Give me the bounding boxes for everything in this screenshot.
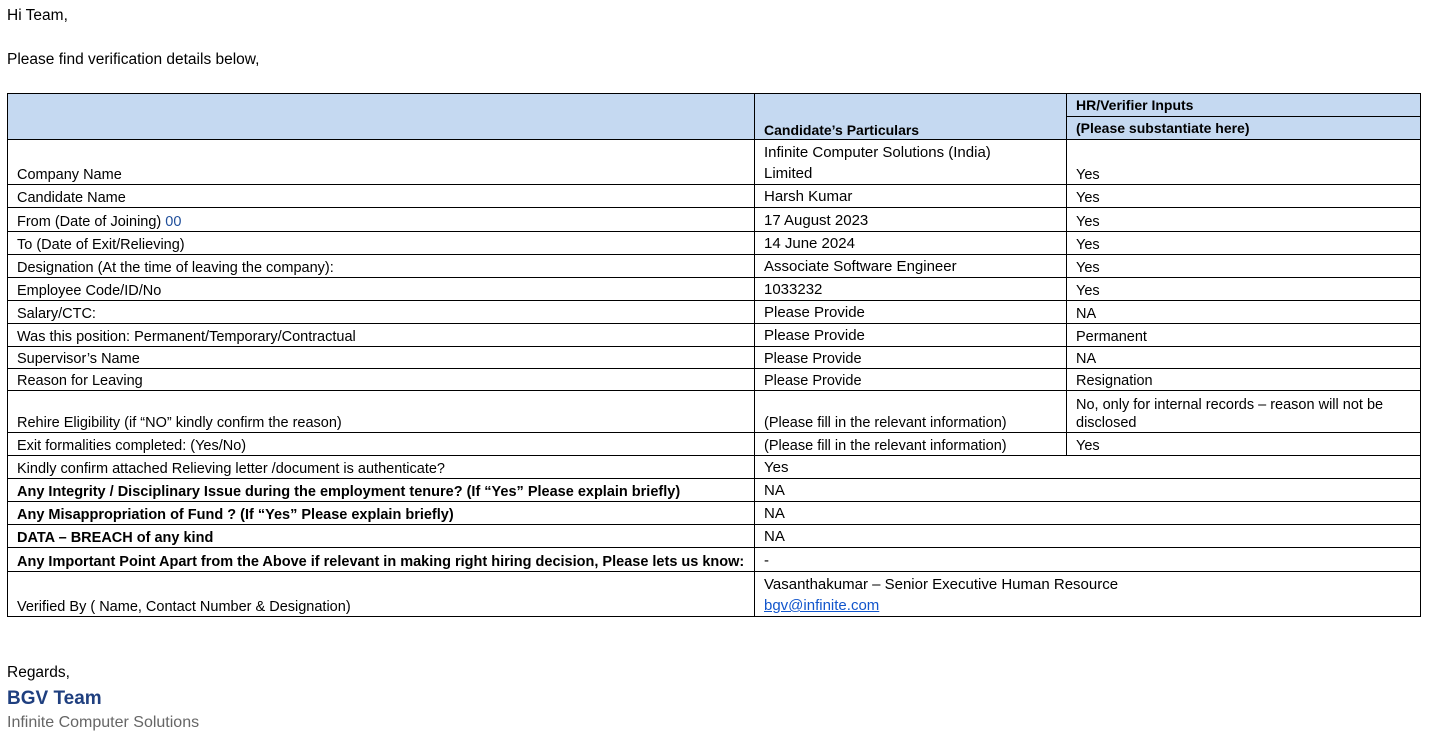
table-row bbox=[8, 140, 1421, 185]
candidate-line-1: Infinite Computer Solutions (India) bbox=[764, 144, 991, 161]
row-hr: Yes bbox=[1067, 433, 1421, 456]
header-candidate-col: Candidate’s Particulars bbox=[755, 94, 1067, 140]
label-text: From (Date of Joining) bbox=[17, 214, 162, 230]
greeting: Hi Team, bbox=[7, 7, 68, 24]
header-blank-cell bbox=[8, 94, 755, 140]
row-value: Yes bbox=[755, 456, 1421, 479]
row-hr bbox=[1067, 391, 1421, 433]
row-label: Kindly confirm attached Relieving letter /document is authenticate? bbox=[8, 456, 755, 479]
row-candidate: Please Provide bbox=[755, 347, 1067, 369]
row-candidate: Harsh Kumar bbox=[755, 185, 1067, 208]
row-label: Employee Code/ID/No bbox=[8, 278, 755, 301]
table-row bbox=[8, 548, 1421, 572]
header-hr-title: HR/Verifier Inputs bbox=[1067, 94, 1420, 117]
row-value: NA bbox=[755, 502, 1421, 525]
row-hr: Yes bbox=[1067, 232, 1421, 255]
row-value bbox=[755, 572, 1421, 617]
table-row bbox=[8, 502, 1421, 525]
row-candidate: (Please fill in the relevant information) bbox=[755, 391, 1067, 433]
table-row bbox=[8, 347, 1421, 369]
table-row bbox=[8, 456, 1421, 479]
signature-team: BGV Team bbox=[7, 688, 102, 709]
header-hr-sub: (Please substantiate here) bbox=[1076, 120, 1250, 136]
row-candidate: 14 June 2024 bbox=[755, 232, 1067, 255]
row-hr: Yes bbox=[1067, 140, 1421, 185]
table-row bbox=[8, 391, 1421, 433]
row-label: Reason for Leaving bbox=[8, 369, 755, 391]
verifier-name: Vasanthakumar – Senior Executive Human Resource bbox=[764, 576, 1119, 593]
email-link[interactable]: bgv@infinite.com bbox=[764, 597, 880, 614]
row-label: DATA – BREACH of any kind bbox=[8, 525, 755, 548]
table-row bbox=[8, 185, 1421, 208]
table-row bbox=[8, 278, 1421, 301]
row-value: NA bbox=[755, 525, 1421, 548]
row-candidate: 17 August 2023 bbox=[755, 208, 1067, 232]
row-label: Supervisor’s Name bbox=[8, 347, 755, 369]
row-value: - bbox=[755, 548, 1421, 572]
table-row bbox=[8, 369, 1421, 391]
row-label bbox=[8, 208, 755, 232]
row-hr: NA bbox=[1067, 347, 1421, 369]
row-label: Exit formalities completed: (Yes/No) bbox=[8, 433, 755, 456]
header-hr-col bbox=[1067, 94, 1421, 140]
row-label: Salary/CTC: bbox=[8, 301, 755, 324]
row-hr: Resignation bbox=[1067, 369, 1421, 391]
row-candidate: Associate Software Engineer bbox=[755, 255, 1067, 278]
hr-line-1: No, only for internal records – reason will not be bbox=[1076, 397, 1384, 413]
row-label: Any Integrity / Disciplinary Issue during the employment tenure? (If “Yes” Please explain briefly) bbox=[8, 479, 755, 502]
row-value: NA bbox=[755, 479, 1421, 502]
intro-text: Please find verification details below, bbox=[7, 51, 260, 68]
row-hr: Yes bbox=[1067, 185, 1421, 208]
table-row bbox=[8, 525, 1421, 548]
table-row bbox=[8, 324, 1421, 347]
row-label: Designation (At the time of leaving the company): bbox=[8, 255, 755, 278]
table-row bbox=[8, 572, 1421, 617]
row-label: Was this position: Permanent/Temporary/Contractual bbox=[8, 324, 755, 347]
row-candidate bbox=[755, 140, 1067, 185]
row-candidate: 1033232 bbox=[755, 278, 1067, 301]
row-label: To (Date of Exit/Relieving) bbox=[8, 232, 755, 255]
table-row bbox=[8, 301, 1421, 324]
table-row bbox=[8, 255, 1421, 278]
row-hr: Yes bbox=[1067, 278, 1421, 301]
row-label: Any Misappropriation of Fund ? (If “Yes” Please explain briefly) bbox=[8, 502, 755, 525]
row-hr: NA bbox=[1067, 301, 1421, 324]
table-row bbox=[8, 433, 1421, 456]
row-hr: Permanent bbox=[1067, 324, 1421, 347]
table-row bbox=[8, 479, 1421, 502]
table-header-row bbox=[8, 94, 1421, 140]
signature-company: Infinite Computer Solutions bbox=[7, 714, 200, 731]
row-candidate: Please Provide bbox=[755, 301, 1067, 324]
row-hr: Yes bbox=[1067, 255, 1421, 278]
verification-table bbox=[7, 93, 1421, 617]
hr-line-2: disclosed bbox=[1076, 415, 1137, 431]
row-candidate: (Please fill in the relevant information) bbox=[755, 433, 1067, 456]
row-hr: Yes bbox=[1067, 208, 1421, 232]
label-suffix: 00 bbox=[165, 214, 182, 230]
candidate-line-2: Limited bbox=[764, 165, 813, 182]
row-candidate: Please Provide bbox=[755, 369, 1067, 391]
row-label: Company Name bbox=[8, 140, 755, 185]
row-label: Any Important Point Apart from the Above if relevant in making right hiring decision, Please lets us know: bbox=[8, 548, 755, 572]
row-label: Rehire Eligibility (if “NO” kindly confirm the reason) bbox=[8, 391, 755, 433]
row-candidate: Please Provide bbox=[755, 324, 1067, 347]
row-label: Candidate Name bbox=[8, 185, 755, 208]
table-row bbox=[8, 208, 1421, 232]
row-label: Verified By ( Name, Contact Number & Designation) bbox=[8, 572, 755, 617]
table-row bbox=[8, 232, 1421, 255]
regards-text: Regards, bbox=[7, 664, 70, 681]
